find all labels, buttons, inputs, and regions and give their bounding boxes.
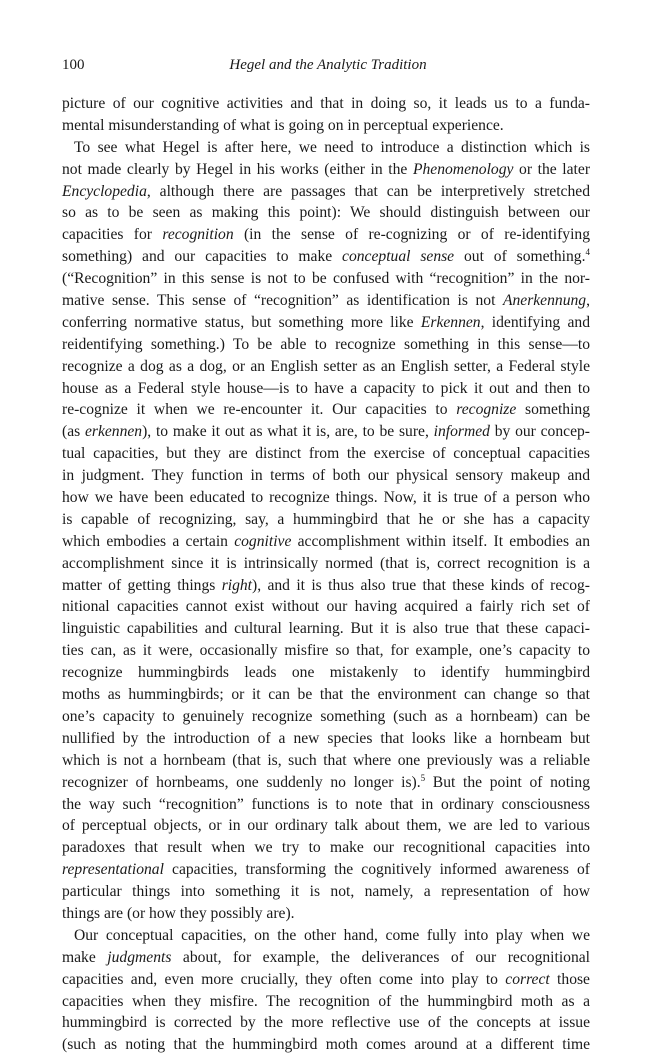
text-run: recognizer of hornbeams, one suddenly no longer is). (62, 773, 421, 791)
text-run: which embodies a certain (62, 532, 235, 550)
text-run: tual capacities, but they are distinct from the exercise of conceptual capacities (62, 445, 590, 463)
text-run: (“Recognition” in this sense is not to be confused with “recognition” in the nor- (62, 270, 590, 288)
text-line (62, 640, 590, 662)
text-run: Our conceptual capacities, on the other hand, come fully into play when we (74, 926, 590, 944)
text-run: make (62, 948, 108, 966)
text-run: re-cognize it when we re-encounter it. Our capacities to (62, 401, 457, 419)
text-run: (as (62, 423, 85, 441)
text-run: accomplishment within itself. It embodies an (291, 532, 591, 550)
text-run: capacities when they misfire. The recognition of the hummingbird moth as a (62, 992, 590, 1010)
text-run: hummingbird is corrected by the more reflective use of the concepts at issue (62, 1014, 590, 1032)
text-line (62, 662, 590, 684)
text-line (62, 465, 590, 487)
text-run: To see what Hegel is after here, we need to introduce a distinction which is (74, 138, 590, 156)
footnote-marker: 5 (420, 772, 426, 783)
text-run: capacities, transforming the cognitively informed awareness of (163, 861, 590, 879)
text-line (62, 137, 590, 159)
text-run: or the later (513, 160, 591, 178)
italic-term: representational (62, 861, 164, 879)
text-run: recognize hummingbirds leads one mistakenly to identify hummingbird (62, 664, 590, 682)
text-run: , (586, 292, 590, 310)
text-line (62, 312, 590, 334)
text-line (62, 815, 590, 837)
text-line (62, 399, 590, 421)
text-run: one’s capacity to genuinely recognize something (such as a hornbeam) can be (62, 707, 590, 725)
text-line (62, 93, 590, 115)
italic-term: right (221, 576, 253, 594)
italic-term: conceptual sense (342, 248, 455, 266)
italic-term: correct (505, 970, 550, 988)
text-run: mental misunderstanding of what is going on in perceptual experience. (62, 116, 504, 134)
text-line (62, 181, 590, 203)
italic-term: erkennen (84, 423, 143, 441)
text-line (62, 881, 590, 903)
text-line (62, 969, 590, 991)
text-run: out of something. (454, 248, 586, 266)
text-run: those (549, 970, 590, 988)
text-run: reidentifying something.) To be able to recognize something in this sense—to (62, 335, 590, 353)
text-run: how we have been educated to recognize things. Now, it is true of a person who (62, 489, 590, 507)
text-run: recognize a dog as a dog, or an English setter as an English setter, a Federal style (62, 357, 590, 375)
text-line (62, 596, 590, 618)
text-run: in judgment. They function in terms of both our physical sensory makeup and (62, 467, 590, 485)
italic-term: informed (433, 423, 490, 441)
text-line (62, 706, 590, 728)
text-run: nullified by the introduction of a new species that looks like a hornbeam but (62, 729, 590, 747)
text-run: particular things into something it is not, namely, a representation of how (62, 883, 590, 901)
text-line (62, 794, 590, 816)
text-line (62, 772, 590, 794)
text-line (62, 115, 590, 137)
text-run: picture of our cognitive activities and that in doing so, it leads us to a funda- (62, 95, 590, 112)
text-run: by our concep- (489, 423, 590, 441)
text-line (62, 290, 590, 312)
text-line (62, 246, 590, 268)
italic-term: Encyclopedia (62, 182, 147, 200)
text-run: paradoxes that result when we try to make our recognitional capacities into (62, 839, 590, 857)
text-run: But the point of noting (425, 773, 590, 791)
text-line (62, 224, 590, 246)
text-run: linguistic capabilities and cultural learning. But it is also true that these capaci- (62, 620, 590, 638)
text-run: conferring normative status, but something more like (62, 313, 421, 331)
text-line (62, 903, 590, 925)
running-head (62, 57, 594, 79)
text-line (62, 728, 590, 750)
text-run: nitional capacities cannot exist without our having acquired a fairly rich set of (62, 598, 590, 616)
text-run: things are (or how they possibly are). (62, 904, 295, 922)
italic-term: recognition (162, 226, 234, 244)
running-title: Hegel and the Analytic Tradition (229, 57, 427, 73)
text-run: mative sense. This sense of “recognition” as identification is not (62, 292, 503, 310)
text-line (62, 159, 590, 181)
text-line (62, 684, 590, 706)
text-run: about, for example, the deliverances of our recognitional (171, 948, 591, 966)
italic-term: Erkennen (420, 313, 481, 331)
text-line (62, 509, 590, 531)
text-run: something) and our capacities to make (62, 248, 343, 266)
italic-term: Anerkennung (502, 292, 587, 310)
text-line (62, 750, 590, 772)
text-run: (in the sense of re-cognizing or of re-identifying (233, 226, 590, 244)
text-line (62, 334, 590, 356)
text-run: house as a Federal style house—is to have a capacity to pick it out and then to (62, 379, 590, 397)
text-line (62, 531, 590, 553)
text-line (62, 925, 590, 947)
text-run: capacities and, even more crucially, they often come into play to (62, 970, 506, 988)
text-run: which is not a hornbeam (that is, such that where one previously was a reliable (62, 751, 590, 769)
text-run: accomplishment since it is intrinsically normed (that is, correct recognition is a (62, 554, 590, 572)
text-run: so as to be seen as making this point): We should distinguish between our (62, 204, 590, 222)
text-run: (such as noting that the hummingbird moth comes around at a different time (62, 1036, 590, 1054)
text-run: , identifying and (480, 313, 590, 331)
text-line (62, 202, 590, 224)
text-run: the way such “recognition” functions is to note that in ordinary consciousness (62, 795, 590, 813)
body-text (62, 93, 590, 1056)
text-line (62, 356, 590, 378)
page-number: 100 (62, 57, 85, 73)
text-run: capacities for (62, 226, 163, 244)
text-run: of perceptual objects, or in our ordinary talk about them, we are led to various (62, 817, 590, 835)
text-line (62, 553, 590, 575)
text-run: , although there are passages that can be interpretively stretched (146, 182, 590, 200)
text-line (62, 443, 590, 465)
footnote-marker: 4 (585, 247, 590, 258)
text-run: matter of getting things (62, 576, 222, 594)
text-run: moths as hummingbirds; or it can be that the environment can change so that (62, 686, 590, 704)
text-line (62, 575, 590, 597)
text-run: not made clearly by Hegel in his works (either in the (62, 160, 413, 178)
text-run: is capable of recognizing, say, a hummingbird that he or she has a capacity (62, 510, 590, 528)
text-line (62, 378, 590, 400)
text-line (62, 947, 590, 969)
italic-term: recognize (456, 401, 517, 419)
text-run: ), and it is thus also true that these kinds of recog- (252, 576, 590, 594)
italic-term: cognitive (234, 532, 292, 550)
italic-term: judgments (107, 948, 172, 966)
text-run: ties can, as it were, occasionally misfire so that, for example, one’s capacity to (62, 642, 590, 660)
text-line (62, 837, 590, 859)
text-run: something (516, 401, 591, 419)
text-line (62, 421, 590, 443)
text-line (62, 859, 590, 881)
text-line (62, 618, 590, 640)
text-line (62, 1012, 590, 1034)
text-run: ), to make it out as what it is, are, to be sure, (142, 423, 434, 441)
text-line (62, 268, 590, 290)
text-line (62, 991, 590, 1013)
text-line (62, 487, 590, 509)
italic-term: Phenomenology (412, 160, 514, 178)
